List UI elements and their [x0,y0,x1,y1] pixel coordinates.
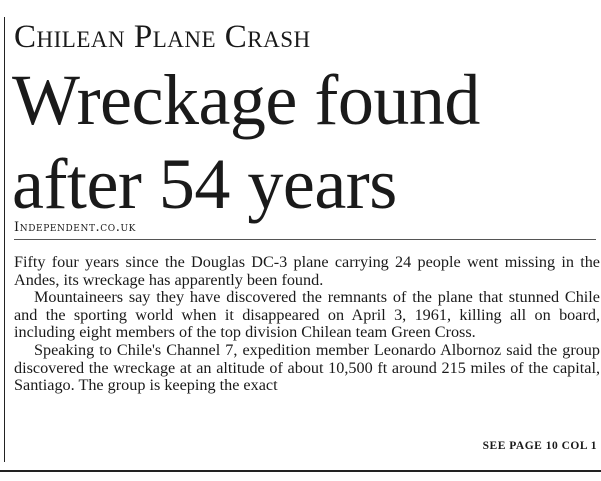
article-headline [12,58,480,226]
continuation-jump: SEE PAGE 10 COL 1 [482,440,597,452]
paragraph-1: Fifty four years since the Douglas DC-3 plane carrying 24 people went missing in the Andes, its wreckage has apparently been found. [14,253,600,289]
headline-line-1: Wreckage found [12,60,480,140]
column-left-rule [4,17,5,462]
source-divider [14,239,596,240]
article-kicker: Chilean Plane Crash [14,19,311,55]
article-body [14,254,600,395]
article-source: Independent.co.uk [14,220,136,235]
paragraph-3: Speaking to Chile's Channel 7, expedition member Leonardo Albornoz said the group discovered the wreckage at an altitude of about 10,500 ft around 215 miles of the capital, Santiago. The group is keeping the exact [14,340,600,395]
page-bottom-rule [0,470,601,472]
paragraph-2: Mountaineers say they have discovered the remnants of the plane that stunned Chile and the sporting world when it disappeared on April 3, 1961, killing all on board, including eight members of the top division Chilean team Green Cross. [14,288,600,342]
headline-line-2: after 54 years [12,144,397,224]
